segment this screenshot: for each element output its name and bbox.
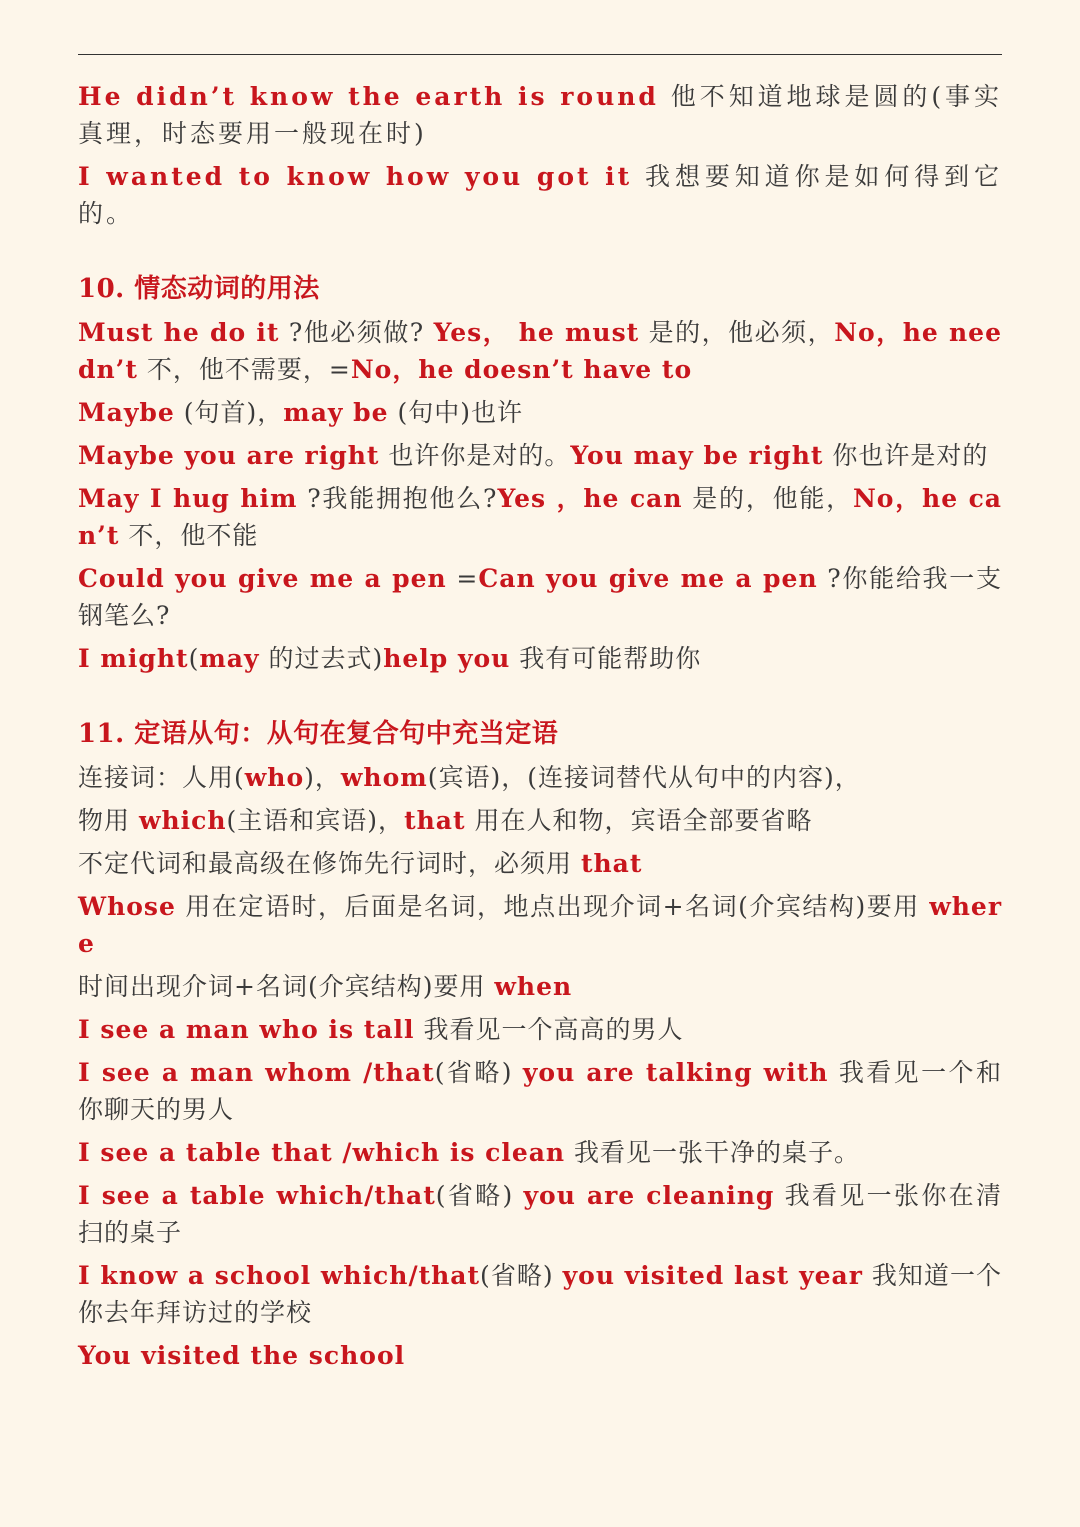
document-body (78, 78, 1002, 1380)
example-paragraph (78, 560, 1002, 634)
english-phrase: he must (518, 318, 640, 347)
english-phrase: that (404, 806, 466, 835)
example-paragraph (78, 759, 1002, 796)
english-phrase: I see a man whom /that (78, 1058, 435, 1087)
chinese-explanation (509, 318, 518, 347)
example-paragraph (78, 1054, 1002, 1128)
chinese-explanation: 不，他不需要，= (137, 355, 351, 384)
chinese-explanation: 是的，他必须， (639, 318, 835, 347)
english-phrase: help you (383, 644, 511, 673)
example-paragraph (78, 802, 1002, 839)
english-phrase: Whose (78, 892, 176, 921)
english-phrase: Can you give me a pen (478, 564, 818, 593)
example-paragraph (78, 1011, 1002, 1048)
english-phrase: No，he doesn’t have to (350, 355, 693, 384)
chinese-explanation: 我有可能帮助你 (510, 644, 702, 673)
chinese-explanation: (主语和宾语)， (226, 806, 405, 835)
english-phrase: Maybe (78, 398, 175, 427)
english-phrase: may be (283, 398, 389, 427)
english-phrase: you are cleaning (523, 1181, 775, 1210)
chinese-explanation: 物用 (78, 806, 139, 835)
chinese-explanation: ?我能拥抱他么? (297, 484, 498, 513)
chinese-explanation: 连接词：人用( (78, 763, 245, 792)
example-paragraph (78, 314, 1002, 388)
chinese-explanation: 他不知道地球是圆的(事实真理，时态要用一般现在时) (78, 82, 1002, 148)
section-gap (78, 238, 1002, 270)
english-phrase: when (494, 972, 573, 1001)
example-paragraph (78, 394, 1002, 431)
chinese-explanation: ( (188, 644, 200, 673)
chinese-explanation: (省略) (434, 1058, 523, 1087)
english-phrase: Yes ，he can (497, 484, 683, 513)
example-paragraph (78, 158, 1002, 232)
english-phrase: I might (78, 644, 189, 673)
chinese-explanation: 时间出现介词+名词(介宾结构)要用 (78, 972, 495, 1001)
example-paragraph (78, 968, 1002, 1005)
chinese-explanation: 我看见一个高高的男人 (414, 1015, 684, 1044)
chinese-explanation: 我看见一张你在清扫的桌子 (78, 1181, 1002, 1247)
chinese-explanation: 不定代词和最高级在修饰先行词时，必须用 (78, 849, 581, 878)
section-gap (78, 683, 1002, 715)
chinese-explanation: (句首)， (174, 398, 284, 427)
section-heading: 11. 定语从句：从句在复合句中充当定语 (78, 719, 559, 749)
chinese-explanation: 用在定语时，后面是名词，地点出现介词+名词(介宾结构)要用 (175, 892, 930, 921)
english-phrase: which (138, 806, 227, 835)
english-phrase: Yes， (433, 318, 510, 347)
english-phrase: I see a table which/that (78, 1181, 436, 1210)
chinese-explanation: 不，他不能 (119, 521, 259, 550)
english-phrase: You may be right (570, 441, 824, 470)
example-paragraph (78, 845, 1002, 882)
english-phrase: He didn’t know the earth is round (78, 82, 659, 111)
chinese-explanation: )， (304, 763, 341, 792)
example-paragraph (78, 1337, 1002, 1374)
english-phrase: you visited last year (562, 1261, 863, 1290)
english-phrase: Must he do it (78, 318, 280, 347)
english-phrase: I see a man who is tall (78, 1015, 415, 1044)
english-phrase: you are talking with (522, 1058, 829, 1087)
example-paragraph (78, 640, 1002, 677)
english-phrase: where (78, 892, 1002, 958)
english-phrase: I know a school which/that (78, 1261, 481, 1290)
chinese-explanation: 用在人和物，宾语全部要省略 (465, 806, 813, 835)
english-phrase: Maybe you are right (78, 441, 380, 470)
english-phrase: May I hug him (78, 484, 298, 513)
english-phrase: Could you give me a pen (78, 564, 447, 593)
english-phrase: I wanted to know how you got it (78, 162, 633, 191)
chinese-explanation: (省略) (480, 1261, 563, 1290)
example-paragraph (78, 78, 1002, 152)
chinese-explanation: 的过去式) (259, 644, 384, 673)
example-paragraph (78, 1257, 1002, 1331)
english-phrase: You visited the school (78, 1341, 406, 1370)
chinese-explanation: 我想要知道你是如何得到它的。 (78, 162, 1002, 228)
english-phrase: that (580, 849, 643, 878)
chinese-explanation: (省略) (435, 1181, 524, 1210)
chinese-explanation: ?你能给我一支钢笔么? (78, 564, 1002, 630)
english-phrase: No，he can’t (78, 484, 1002, 550)
chinese-explanation: ?他必须做? (279, 318, 434, 347)
example-paragraph (78, 437, 1002, 474)
example-paragraph (78, 1177, 1002, 1251)
english-phrase: No，he needn’t (78, 318, 1002, 384)
chinese-explanation: 也许你是对的。 (379, 441, 571, 470)
english-phrase: whom (340, 763, 428, 792)
chinese-explanation: 我知道一个你去年拜访过的学校 (78, 1261, 1002, 1327)
english-phrase: who (244, 763, 305, 792)
chinese-explanation: 你也许是对的 (823, 441, 989, 470)
chinese-explanation: 是的，他能， (682, 484, 853, 513)
english-phrase: I see a table that /which is clean (78, 1138, 566, 1167)
example-paragraph (78, 1134, 1002, 1171)
example-paragraph (78, 480, 1002, 554)
chinese-explanation: 我看见一个和你聊天的男人 (78, 1058, 1002, 1124)
chinese-explanation: = (446, 564, 479, 593)
english-phrase: may (199, 644, 260, 673)
chinese-explanation: (句中)也许 (388, 398, 524, 427)
top-rule (78, 54, 1002, 55)
section-heading: 10. 情态动词的用法 (78, 274, 320, 304)
chinese-explanation: 我看见一张干净的桌子。 (565, 1138, 861, 1167)
chinese-explanation: (宾语)，(连接词替代从句中的内容)， (427, 763, 861, 792)
example-paragraph (78, 888, 1002, 962)
